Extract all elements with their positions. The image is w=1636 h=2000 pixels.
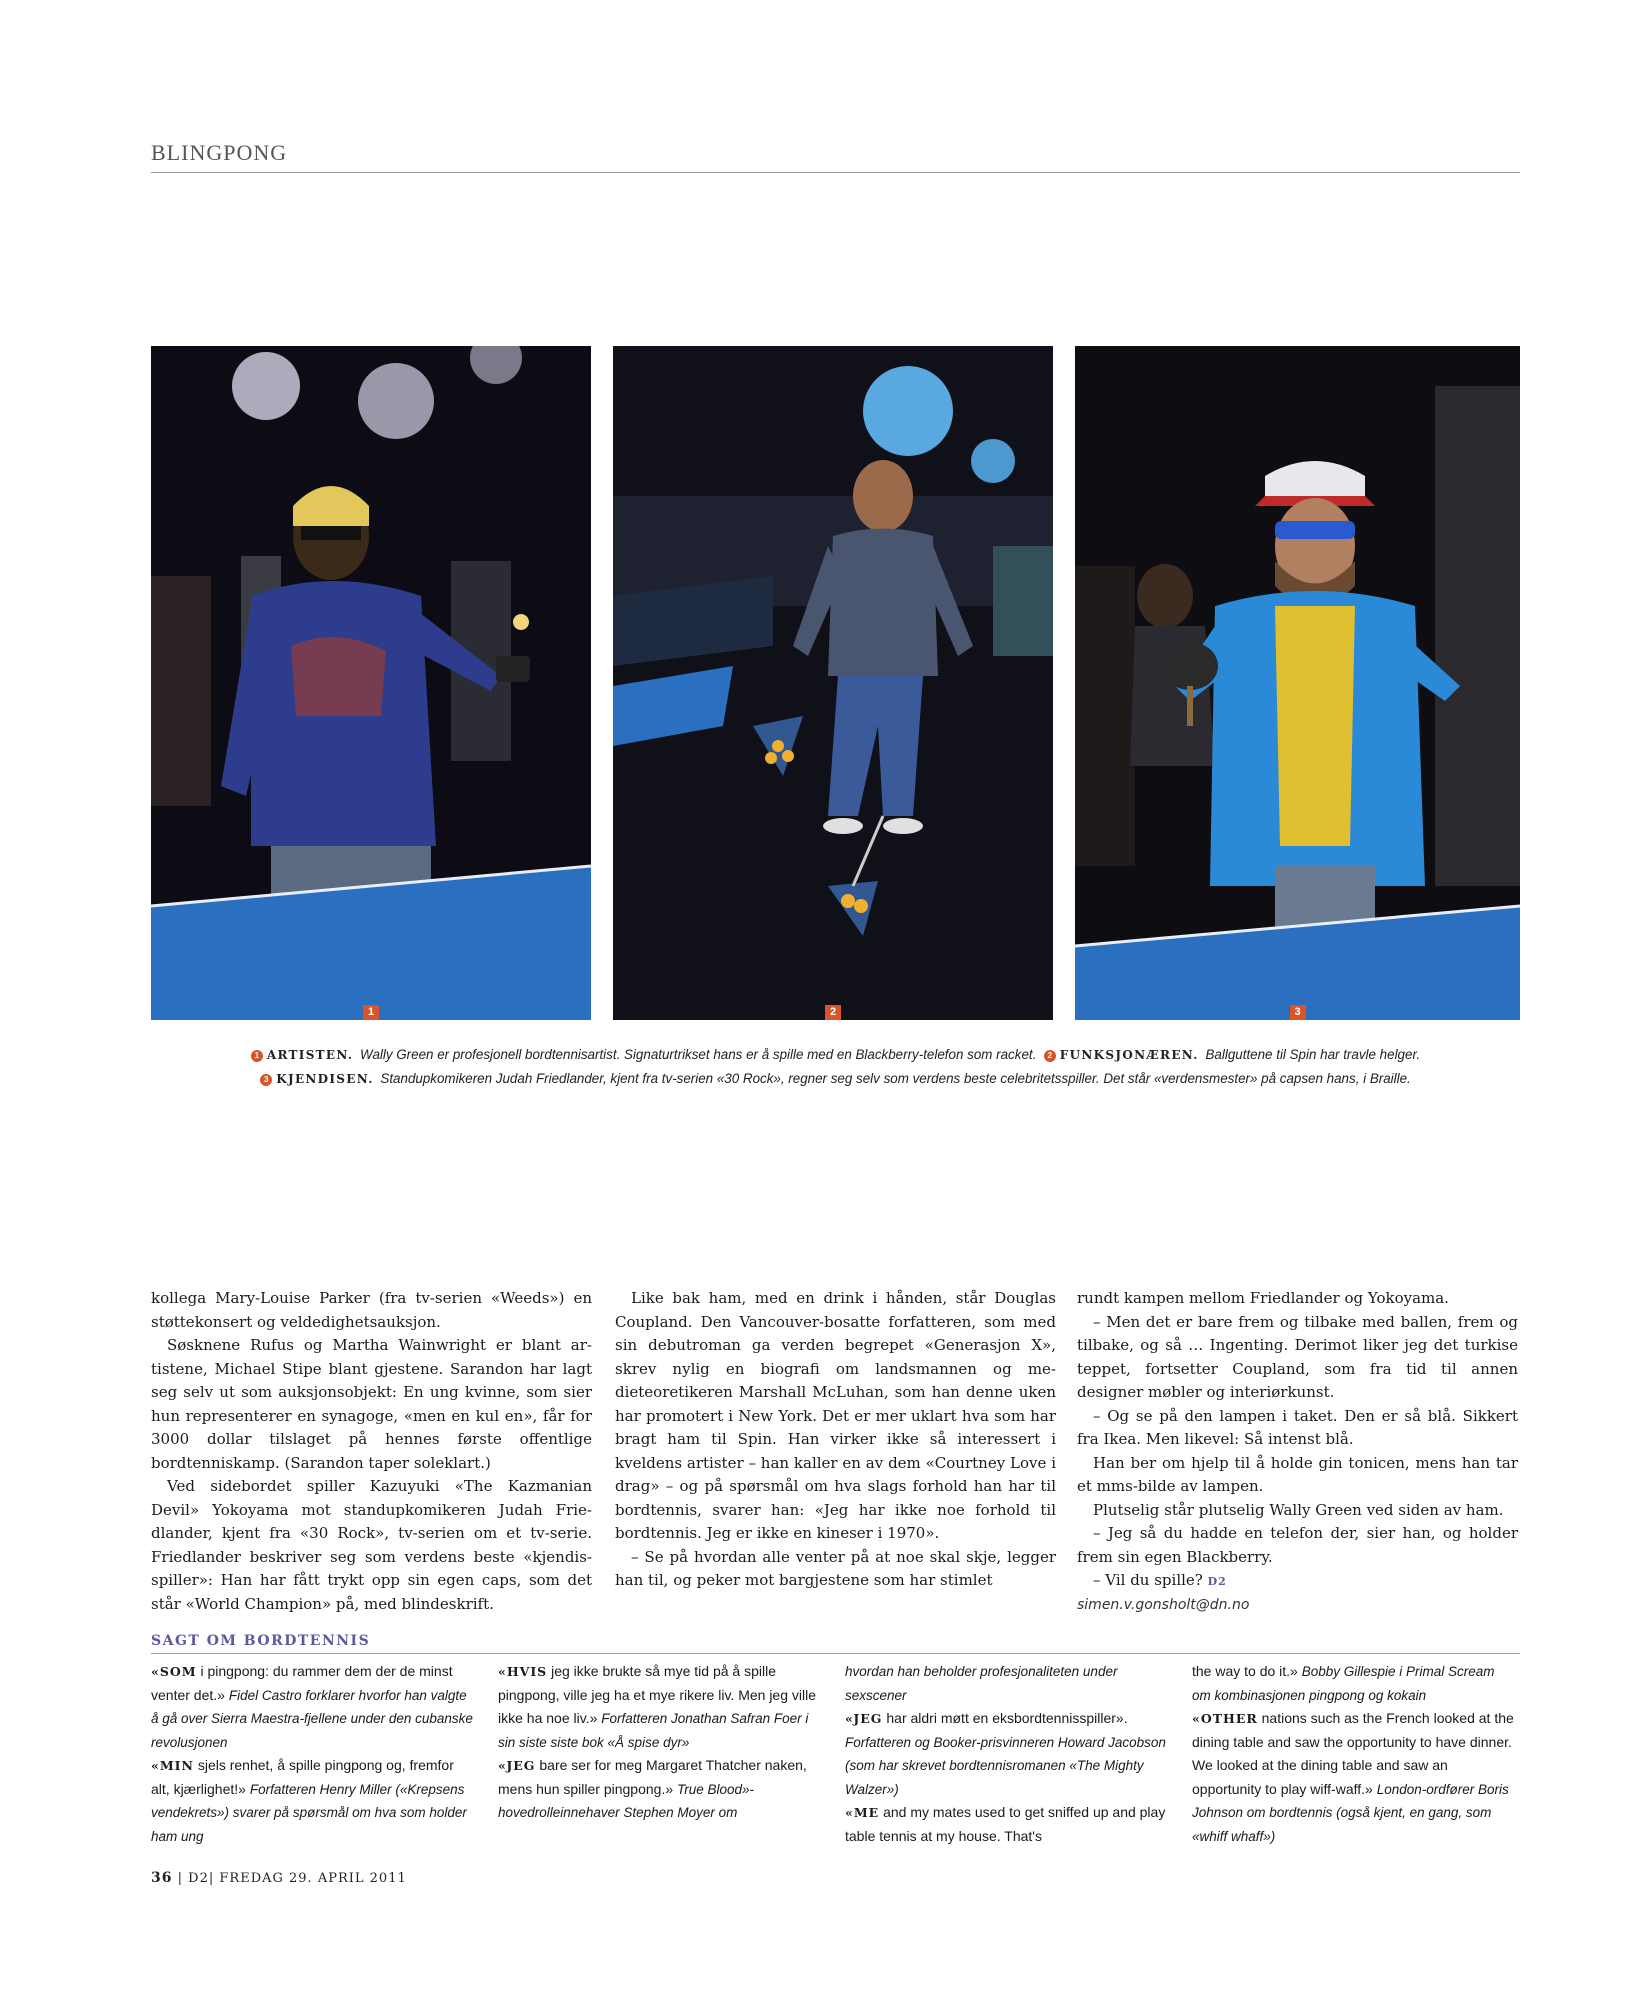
quotes-column-1	[151, 1660, 476, 1848]
quote-attribution: hvordan han beholder profesjonaliteten under sexscener	[845, 1664, 1118, 1703]
quote-keyword: «OTHER	[1192, 1711, 1258, 1726]
quote-keyword: «JEG	[845, 1711, 883, 1726]
paragraph: rundt kampen mellom Friedlander og Yokoyama.	[1077, 1289, 1449, 1307]
caption-text: Standupkomikeren Judah Friedlander, kjent fra tv-serien «30 Rock», regner seg selv som verdens beste celebritetsspiller. Det står «verdensmester» på capsen hans, i Braille.	[380, 1071, 1411, 1086]
quote-attribution: True Blood»-hovedrolleinnehaver Stephen Moyer om	[498, 1781, 755, 1820]
caption-kicker: KJENDISEN.	[276, 1072, 374, 1086]
article-column-3	[1077, 1287, 1518, 1617]
paragraph: – Se på hvordan alle venter på at noe skal skje, legger han til, og peker mot bargjestene som har stimlet	[615, 1547, 1056, 1589]
quotes-column-3	[845, 1660, 1170, 1848]
quote-keyword: «ME	[845, 1805, 880, 1820]
caption-line-2	[151, 1067, 1520, 1091]
paragraph: Ved sidebordet spiller Kazuyuki «The Kazmanian Devil» Yokoyama mot standupkomikeren Judah Friedlander, kjent fra «30 Rock», tv-serien om et tv-serie. Friedlander beskriver seg som verdens beste «kjendisspiller»: Han har fått trykt opp sin egen caps, som det står «World Champion» på, med blindeskrift.	[151, 1477, 592, 1613]
photo-number: 1	[363, 1005, 379, 1020]
caption-number: 2	[1044, 1050, 1056, 1062]
quote-text: nations such as the French looked at the dining table and saw the opportunity to have dinner. We looked at the dining table and saw an opportunity to play wiff-waff.»	[1192, 1710, 1514, 1797]
section-title: BLINGPONG	[151, 140, 1520, 173]
caption-number: 3	[260, 1074, 272, 1086]
issue-date: FREDAG 29. APRIL 2011	[219, 1871, 407, 1886]
photo-2	[613, 346, 1053, 1020]
article-column-1	[151, 1287, 592, 1616]
paragraph: – Men det er bare frem og tilbake med ballen, frem og tilbake, og så … Ingenting. Derimot liker jeg det turkise teppet, fortsetter Coupland, som fra tid til annen designer møbler og interiørkunst.	[1077, 1312, 1518, 1401]
photo-3	[1075, 346, 1520, 1020]
quote-text: bare ser for meg Margaret Thatcher naken, mens hun spiller pingpong.»	[498, 1757, 807, 1797]
photo-captions	[151, 1043, 1520, 1091]
quote	[151, 1754, 476, 1848]
paragraph: Like bak ham, med en drink i hånden, står Douglas Coupland. Den Vancouver-bosatte forfatteren, som med sin debutroman ga verden begrepet «Generasjon X», skrev nylig en biografi om landsmannen og medieteoretikeren Marshall McLuhan, som han denne uken har promotert i New York. Det er mer uklart hva som har bragt ham til Spin. Han virker ikke så interessert i kveldens artister – han kaller en av dem «Courtney Love i drag» – og på spørsmål om hva slags forhold han har til bordtennis, svarer han: «Jeg har ikke noe forhold til bordtennis. Jeg er ikke en kineser i 1970».	[615, 1289, 1056, 1542]
quote-text: sjels renhet, å spille pingpong og, fremfor alt, kjærlighet!»	[151, 1757, 454, 1797]
quotes-column-2	[498, 1660, 823, 1825]
quote	[845, 1660, 1170, 1707]
author-signature: simen.v.gonsholt@dn.no	[1077, 1596, 1250, 1613]
paragraph-last	[1077, 1569, 1518, 1594]
caption-text: Wally Green er profesjonell bordtennisartist. Signaturtrikset hans er å spille med en Blackberry-telefon som racket.	[360, 1047, 1037, 1062]
photo-number: 2	[825, 1005, 841, 1020]
quote-text: the way to do it.»	[1192, 1663, 1302, 1679]
publication-name: D2	[188, 1871, 209, 1886]
quote-attribution: Forfatteren Jonathan Safran Foer i sin siste siste bok «Å spise dyr»	[498, 1711, 809, 1750]
paragraph: Plutselig står plutselig Wally Green ved siden av ham.	[1093, 1500, 1504, 1519]
quote	[845, 1707, 1170, 1801]
quote	[1192, 1660, 1517, 1707]
quote-attribution: London-ordfører Boris Johnson om bordtennis (også kjent, en gang, som «whiff whaff»)	[1192, 1781, 1509, 1844]
paragraph: Søsknene Rufus og Martha Wainwright er blant artistene, Michael Stipe blant gjestene. Sarandon har lagt seg selv ut som auksjonsobjekt: En ung kvinne, som sier hun representerer en synagoge, «men en kul en», får for 3000 dollar tilslaget på hennes første offentlige bordtenniskamp. (Sarandon taper soleklart.)	[151, 1336, 592, 1472]
quote-keyword: «MIN	[151, 1758, 194, 1773]
photo-1	[151, 346, 591, 1020]
paragraph: Han ber om hjelp til å holde gin tonicen, mens han tar et mms-bilde av lampen.	[1077, 1453, 1518, 1495]
photo-ball-boy-icon	[613, 346, 1053, 1020]
footer-separator: |	[177, 1871, 184, 1886]
page-number: 36	[151, 1870, 173, 1886]
quotes-title: SAGT OM BORDTENNIS	[151, 1633, 1520, 1654]
caption-line-1	[151, 1043, 1520, 1067]
quote-text: and my mates used to get sniffed up and play table tennis at my house. That's	[845, 1804, 1166, 1844]
quote-text: har aldri møtt en eksbordtennisspiller».	[882, 1710, 1128, 1726]
article-column-2	[615, 1287, 1056, 1593]
quote	[498, 1754, 823, 1825]
caption-number: 1	[251, 1050, 263, 1062]
caption-kicker: FUNKSJONÆREN.	[1059, 1048, 1199, 1062]
quote-attribution: Forfatteren Henry Miller («Krepsens vendekrets») svarer på spørsmål om hva som holder ham ung	[151, 1781, 467, 1844]
paragraph: – Og se på den lampen i taket. Den er så blå. Sikkert fra Ikea. Men likevel: Så intenst blå.	[1077, 1406, 1518, 1448]
quote-keyword: «JEG	[498, 1758, 536, 1773]
quote-keyword: «SOM	[151, 1664, 197, 1679]
quote-text: jeg ikke brukte så mye tid på å spille pingpong, ville jeg ha et mye rikere liv. Men jeg ville ikke ha noe liv.»	[498, 1663, 817, 1726]
caption-text: Ballguttene til Spin har travle helger.	[1205, 1047, 1421, 1062]
quote-attribution: Forfatteren og Booker-prisvinneren Howard Jacobson (som har skrevet bordtennisromanen «The Mighty Walzer»)	[845, 1734, 1166, 1797]
photo-judah-friedlander-icon	[1075, 346, 1520, 1020]
quote-text: i pingpong: du rammer dem der de minst venter det.»	[151, 1663, 453, 1703]
photo-number: 3	[1290, 1005, 1306, 1020]
footer-separator: |	[208, 1871, 215, 1886]
last-line: – Vil du spille?	[1093, 1571, 1203, 1589]
quote	[1192, 1707, 1517, 1848]
paragraph: kollega Mary-Louise Parker (fra tv-serien «Weeds») en støttekonsert og veldedighetsauksjon.	[151, 1289, 592, 1331]
quote-attribution: Fidel Castro forklarer hvorfor han valgte å gå over Sierra Maestra-fjellene under den cubanske revolusjonen	[151, 1687, 473, 1750]
paragraph: – Jeg så du hadde en telefon der, sier han, og holder frem sin egen Blackberry.	[1077, 1524, 1518, 1566]
quote	[845, 1801, 1170, 1848]
caption-kicker: ARTISTEN.	[266, 1048, 354, 1062]
end-mark: D2	[1207, 1575, 1227, 1588]
quote	[151, 1660, 476, 1754]
photo-wally-green-icon	[151, 346, 591, 1020]
quote	[498, 1660, 823, 1754]
quote-attribution: Bobby Gillespie i Primal Scream om kombinasjonen pingpong og kokain	[1192, 1664, 1495, 1703]
page-footer	[151, 1870, 407, 1886]
quotes-column-4	[1192, 1660, 1517, 1848]
quote-keyword: «HVIS	[498, 1664, 548, 1679]
